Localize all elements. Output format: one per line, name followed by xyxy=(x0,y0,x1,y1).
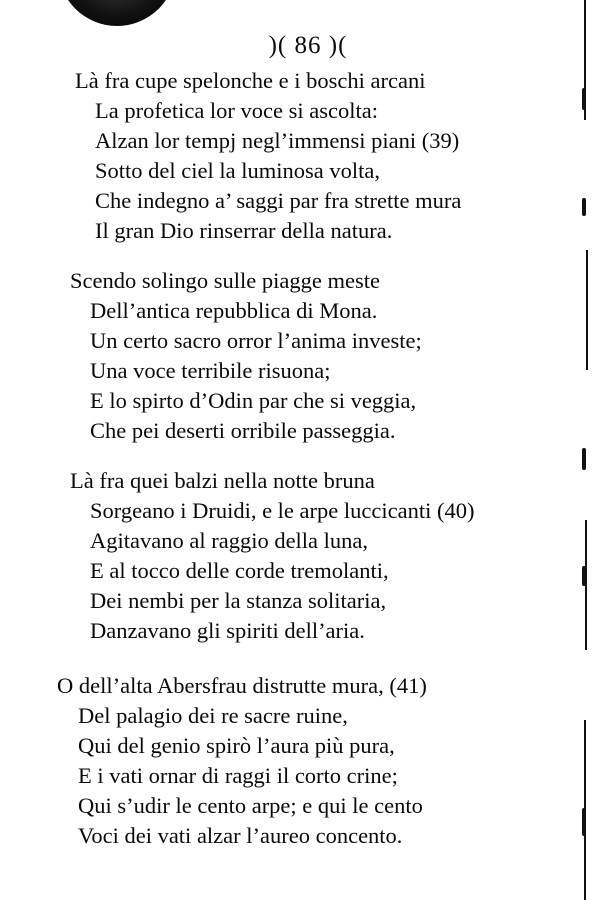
verse-line: E al tocco delle corde tremolanti, xyxy=(90,558,389,583)
verse-line: La profetica lor voce si ascolta: xyxy=(95,98,378,123)
verse-line: Dei nembi per la stanza solitaria, xyxy=(90,588,387,613)
verse-line: Là fra cupe spelonche e i boschi arcani xyxy=(75,68,426,93)
verse-line: Là fra quei balzi nella notte bruna xyxy=(70,468,375,493)
verse-line: Un certo sacro orror l’anima investe; xyxy=(90,328,422,353)
verse-line: Voci dei vati alzar l’aureo concento. xyxy=(78,823,403,848)
verse-line: Che indegno a’ saggi par fra strette mura xyxy=(95,188,462,213)
verse-line: Agitavano al raggio della luna, xyxy=(90,528,369,553)
page-edge xyxy=(578,0,616,900)
verse-line: Che pei deserti orribile passeggia. xyxy=(90,418,396,443)
verse-line: E lo spirto d’Odin par che si veggia, xyxy=(90,388,417,413)
verse-line: Qui del genio spirò l’aura più pura, xyxy=(78,733,395,758)
verse-line: Una voce terribile risuona; xyxy=(90,358,331,383)
verse-line: Del palagio dei re sacre ruine, xyxy=(78,703,348,728)
verse-line: Dell’antica repubblica di Mona. xyxy=(90,298,378,323)
verse-line: E i vati ornar di raggi il corto crine; xyxy=(78,763,398,788)
verse-line: Scendo solingo sulle piagge meste xyxy=(70,268,380,293)
verse-line: Sorgeano i Druidi, e le arpe luccicanti (40) xyxy=(90,498,475,523)
verse-line: Qui s’udir le cento arpe; e qui le cento xyxy=(78,793,423,818)
ink-blot xyxy=(58,0,176,26)
verse-line: Alzan lor tempj negl’immensi piani (39) xyxy=(95,128,460,153)
verse-line: O dell’alta Abersfrau distrutte mura, (41) xyxy=(57,673,427,698)
verse-line: Danzavano gli spiriti dell’aria. xyxy=(90,618,365,643)
verse-line: Il gran Dio rinserrar della natura. xyxy=(95,218,393,243)
page-number: )( 86 )( xyxy=(268,32,348,59)
verse-line: Sotto del ciel la luminosa volta, xyxy=(95,158,380,183)
